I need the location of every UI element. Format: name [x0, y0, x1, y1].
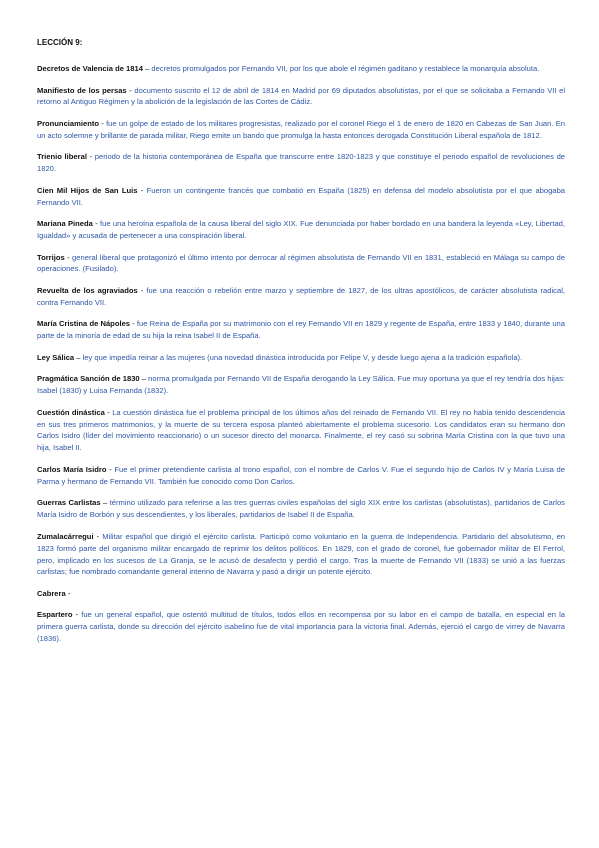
entry-definition: ley que impedía reinar a las mujeres (una novedad dinástica introducida por Felipe V, y desde luego ajena a la tradición española). — [82, 352, 523, 362]
entry-separator: - — [92, 219, 101, 229]
entry-separator: - — [64, 252, 73, 262]
glossary-entry — [37, 352, 565, 364]
glossary-entry — [37, 285, 565, 309]
entry-definition: fue Reina de España por su matrimonio con el rey Fernando VII en 1829 y regente de España, entre 1833 y 1840, durante una parte de la minoría de edad de su hija la reina Isabel II de España. — [37, 319, 565, 341]
entry-term: Mariana Pineda — [37, 219, 93, 229]
entry-separator: - — [104, 407, 113, 417]
entry-term: Zumalacárregui — [37, 531, 94, 541]
entry-term: Torrijos — [37, 252, 65, 262]
entry-definition: norma promulgada por Fernando VII de España derogando la Ley Sálica. Fue muy oportuna ya que el rey tendría dos hijas: Isabel (1830) y Luisa Fernanda (1832). — [37, 374, 565, 396]
entry-term: Manifiesto de los persas — [37, 85, 127, 95]
entry-term: Espartero — [37, 610, 73, 620]
glossary-entry — [37, 185, 565, 209]
glossary-entry — [37, 218, 565, 242]
entry-separator: - — [99, 118, 107, 128]
entry-term: Ley Sálica — [37, 352, 75, 362]
entry-term: Revuelta de los agraviados — [37, 285, 138, 295]
entry-separator: - — [137, 285, 147, 295]
glossary-entry — [37, 588, 565, 600]
entry-separator: – — [74, 352, 83, 362]
entry-definition: La cuestión dinástica fue el problema principal de los últimos años del reinado de Fernando VII. El rey no había tenido descendencia en sus tres primeros matrimonios, y la muerte de su tercera esposa planteó abiertamente el problema sucesorio. Los candidatos eran su hermano don Carlos Isidro (líder del movimiento reaccionario) o un sucesor directo del monarca. Finalmente, el rey casó su sobrina María Cristina con la que tuvo una hija, Isabel II. — [37, 407, 565, 453]
entry-separator: - — [130, 319, 137, 329]
entry-term: Pronunciamiento — [37, 118, 100, 128]
entry-definition: término utilizado para referirse a las tres guerras civiles españolas del siglo XIX entre los carlistas (absolutistas), partidarios de Carlos María Isidro de Borbón y sus descendientes, y los liberales, partidarios de Isabel II de España. — [37, 498, 565, 520]
entry-definition: decretos promulgados por Fernando VII, por los que abole el régimen gaditano y restablece la monarquía absoluta. — [151, 64, 540, 73]
entry-term: María Cristina de Nápoles — [37, 319, 131, 329]
glossary-entry — [37, 464, 565, 488]
entry-term: Carlos María Isidro — [37, 464, 107, 474]
entry-term: Decretos de Valencia de 1814 — [37, 64, 143, 73]
entry-definition: Fueron un contingente francés que combatió en España (1825) en defensa del modelo absolutista por el que abogaba Fernando VII. — [37, 185, 566, 207]
entry-term: Cabrera — [37, 588, 66, 598]
entry-term: Cien Mil Hijos de San Luis — [37, 185, 138, 195]
entry-definition: fue una heroína española de la causa liberal del siglo XIX. Fue denunciada por haber bordado en una bandera la leyenda «Ley, Libertad, Igualdad» y acusada de pertenecer a una conspiración liberal. — [37, 219, 565, 241]
entry-separator: - — [86, 152, 95, 162]
glossary-entry — [37, 531, 565, 579]
glossary-entry — [37, 497, 565, 521]
glossary-entry — [37, 252, 565, 276]
lesson-title: LECCIÓN 9: — [37, 38, 83, 47]
entry-definition: Fue el primer pretendiente carlista al trono español, con el nombre de Carlos V. Fue el segundo hijo de Carlos IV y María Luisa de Parma y hermano de Fernando VII. También fue conocido como Don Carlos. — [37, 464, 565, 486]
glossary-entry — [37, 85, 565, 109]
entry-definition: fue un golpe de estado de los militares progresistas, realizado por el coronel Riego el 1 de enero de 1820 en Cabezas de San Juan. En un acto solemne y brillante de parada militar, Riego emite un bando que promulga la hasta entonces derogada Constitución Liberal española de 1812. — [37, 118, 566, 140]
entry-definition: documento suscrito el 12 de abril de 1814 en Madrid por 69 diputados absolutistas, por el que se solicitaba a Fernando VII el retorno al Antiguo Régimen y la abolición de la legislación de las Cortes de Cádiz. — [37, 85, 566, 107]
entry-separator: - — [72, 610, 82, 620]
glossary-entry — [37, 118, 565, 142]
entry-separator: - — [137, 185, 147, 195]
glossary-entry — [37, 151, 565, 175]
entry-term: Trienio liberal — [37, 152, 87, 162]
glossary-entry — [37, 373, 565, 397]
glossary-entry — [37, 609, 565, 645]
entry-term: Cuestión dinástica — [37, 407, 105, 417]
entry-separator: - — [65, 588, 71, 598]
glossary-entry — [37, 318, 565, 342]
entry-definition: Militar español que dirigió el ejército carlista. Participó como voluntario en la guerra de Independencia. Partidario del absolutismo, en 1823 formó parte del organismo militar encargado de reprimir los delitos políticos. En 1829, con el grado de coronel, fue gobernador militar de El Ferrol, pero, implicado en los sucesos de La Granja, se le acusó de desafecto y perdió el cargo. Tras la muerte de Fernando VII (1833) se unió a las fuerzas carlistas; fue nombrado comandante general interino de Navarra y pasó a dirigir un potente ejército. — [37, 531, 566, 577]
entry-definition: general liberal que protagonizó el último intento por derrocar al régimen absolutista de Fernando VII en 1831, estableció en Málaga su campo de operaciones. (Fusilado). — [37, 252, 566, 274]
entry-separator: - — [126, 85, 135, 95]
entry-term: Guerras Carlistas — [37, 498, 101, 508]
entry-separator: – — [139, 374, 149, 384]
entry-definition: periodo de la historia contemporánea de España que transcurre entre 1820-1823 y que constituye el periodo español de revoluciones de 1820. — [37, 152, 566, 174]
entry-definition: fue una reacción o rebelión entre marzo y septiembre de 1827, de los ultras apostólicos, de carácter absolutista radical, contra Fernando VII. — [37, 285, 565, 307]
entry-term: Pragmática Sanción de 1830 — [37, 374, 140, 384]
entry-definition: fue un general español, que ostentó multitud de títulos, todos ellos en recompensa por su labor en el campo de batalla, en especial en la primera guerra carlista, donde su dirección del ejército isabelino fue de vital importancia para la victoria final. Además, ejerció el cargo de virrey de Navarra (1836). — [37, 610, 565, 644]
entry-separator: - — [93, 531, 103, 541]
glossary-entry — [37, 407, 565, 455]
glossary-entry — [37, 63, 565, 75]
entry-separator: – — [100, 498, 110, 508]
entry-separator: - — [106, 464, 115, 474]
entry-separator: – — [142, 64, 152, 73]
